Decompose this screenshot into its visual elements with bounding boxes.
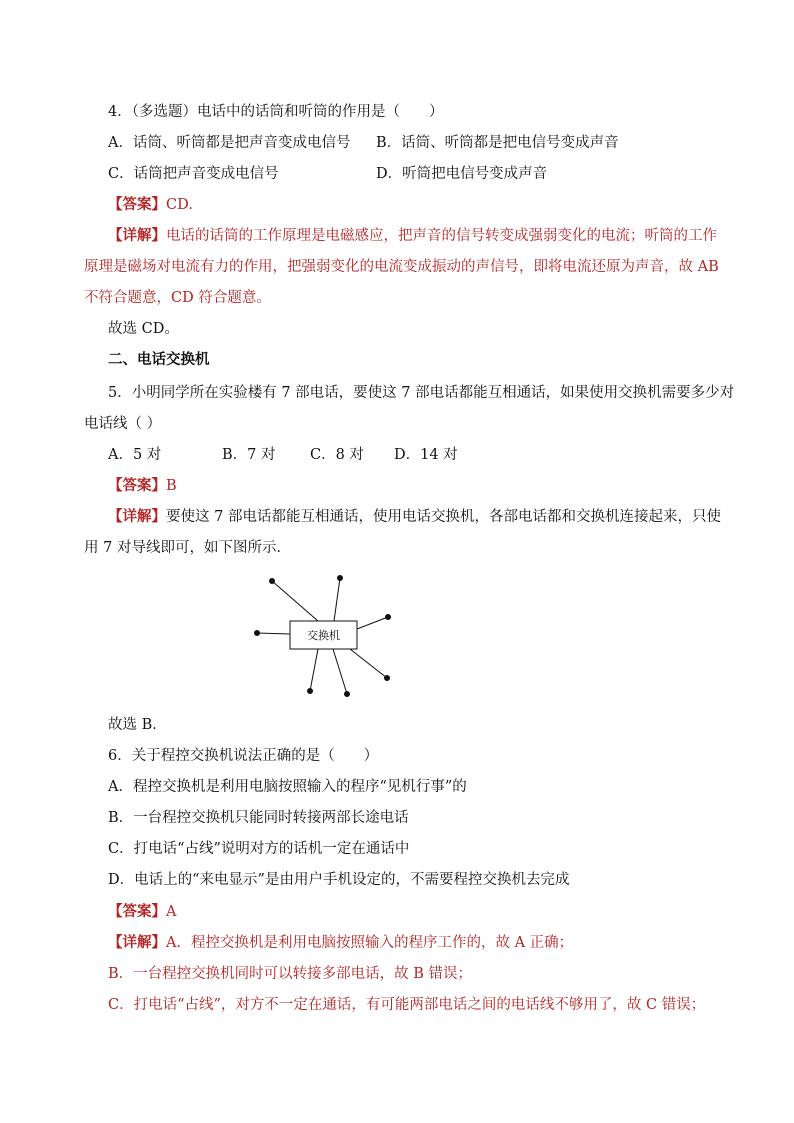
q5-option-c: C．8 对 — [310, 447, 364, 463]
q4-detail-line-2: 原理是磁场对电流有力的作用，把强弱变化的电流变成振动的声信号，即将电流还原为声音，故 AB — [84, 259, 719, 275]
answer-tag: 【答案】 — [108, 196, 166, 213]
q5-conclusion: 故选 B． — [108, 717, 167, 733]
phone-dot — [254, 630, 260, 636]
q5-detail-line-2: 用 7 对导线即可，如下图所示． — [84, 540, 291, 556]
detail-tag: 【详解】 — [108, 508, 166, 525]
section-title: 二、电话交换机 — [108, 351, 210, 368]
detail-text: A．程控交换机是利用电脑按照输入的程序工作的，故 A 正确； — [166, 935, 574, 951]
answer-value: CD. — [166, 197, 193, 213]
detail-tag: 【详解】 — [108, 227, 166, 244]
q6-option-c: C．打电话“占线”说明对方的话机一定在通话中 — [108, 841, 410, 857]
exchange-box — [290, 621, 357, 649]
phone-dot — [307, 688, 313, 694]
q5-stem-line-2: 电话线（ ） — [84, 416, 162, 432]
q5-option-a: A．5 对 — [108, 447, 162, 463]
q4-option-b: B．话筒、听筒都是把电信号变成声音 — [376, 135, 619, 151]
phone-dot — [344, 691, 350, 697]
detail-text: 要使这 7 部电话都能互相通话，使用电话交换机，各部电话都和交换机连接起来，只使 — [166, 509, 721, 525]
phone-dot — [337, 575, 343, 581]
q6-detail-a — [108, 933, 573, 953]
q6-detail-b: B．一台程控交换机同时可以转接多部电话，故 B 错误； — [108, 966, 473, 982]
answer-value: A — [166, 904, 177, 920]
q5-stem-line-1: 5．小明同学所在实验楼有 7 部电话，要使这 7 部电话都能互相通话，如果使用交换机需要多少对 — [108, 385, 735, 401]
q4-option-a: A．话筒、听筒都是把声音变成电信号 — [108, 135, 351, 151]
phone-wire — [333, 649, 347, 694]
q5-option-b: B．7 对 — [222, 447, 276, 463]
phone-dot — [384, 675, 390, 681]
q5-option-d: D．14 对 — [394, 447, 458, 463]
q4-option-c: C．话筒把声音变成电信号 — [108, 166, 279, 182]
q4-detail-line-3: 不符合题意，CD 符合题意。 — [84, 290, 271, 306]
q4-option-d: D．听筒把电信号变成声音 — [376, 166, 548, 182]
q5-detail-line-1 — [108, 507, 721, 527]
phone-wire — [257, 633, 290, 634]
detail-text: 电话的话筒的工作原理是电磁感应，把声音的信号转变成强弱变化的电流；听筒的工作 — [166, 228, 717, 244]
q5-answer — [108, 476, 177, 496]
exchange-label: 交换机 — [307, 629, 340, 642]
q4-conclusion: 故选 CD。 — [108, 321, 179, 337]
q6-detail-c: C．打电话“占线”，对方不一定在通话，有可能两部电话之间的电话线不够用了，故 C 错误； — [108, 997, 706, 1013]
q6-option-b: B．一台程控交换机只能同时转接两部长途电话 — [108, 810, 409, 826]
detail-tag: 【详解】 — [108, 934, 166, 951]
q6-option-d: D．电话上的“来电显示”是由用户手机设定的，不需要程控交换机去完成 — [108, 872, 570, 888]
phone-wire — [310, 649, 318, 691]
q6-stem: 6．关于程控交换机说法正确的是（ ） — [108, 748, 379, 764]
phone-dot — [385, 614, 391, 620]
phone-wire — [272, 581, 318, 621]
answer-tag: 【答案】 — [108, 903, 166, 920]
q4-answer — [108, 195, 193, 215]
phone-wire — [334, 578, 340, 621]
q6-option-a: A．程控交换机是利用电脑按照输入的程序“见机行事”的 — [108, 779, 467, 795]
q4-detail-line-1 — [108, 226, 717, 246]
q6-answer — [108, 902, 176, 922]
answer-value: B — [166, 478, 177, 494]
phone-wire — [357, 617, 388, 629]
answer-tag: 【答案】 — [108, 477, 166, 494]
phone-wire — [350, 649, 387, 678]
q4-stem: 4．（多选题）电话中的话筒和听筒的作用是（ ） — [108, 104, 444, 120]
phone-dot — [269, 578, 275, 584]
